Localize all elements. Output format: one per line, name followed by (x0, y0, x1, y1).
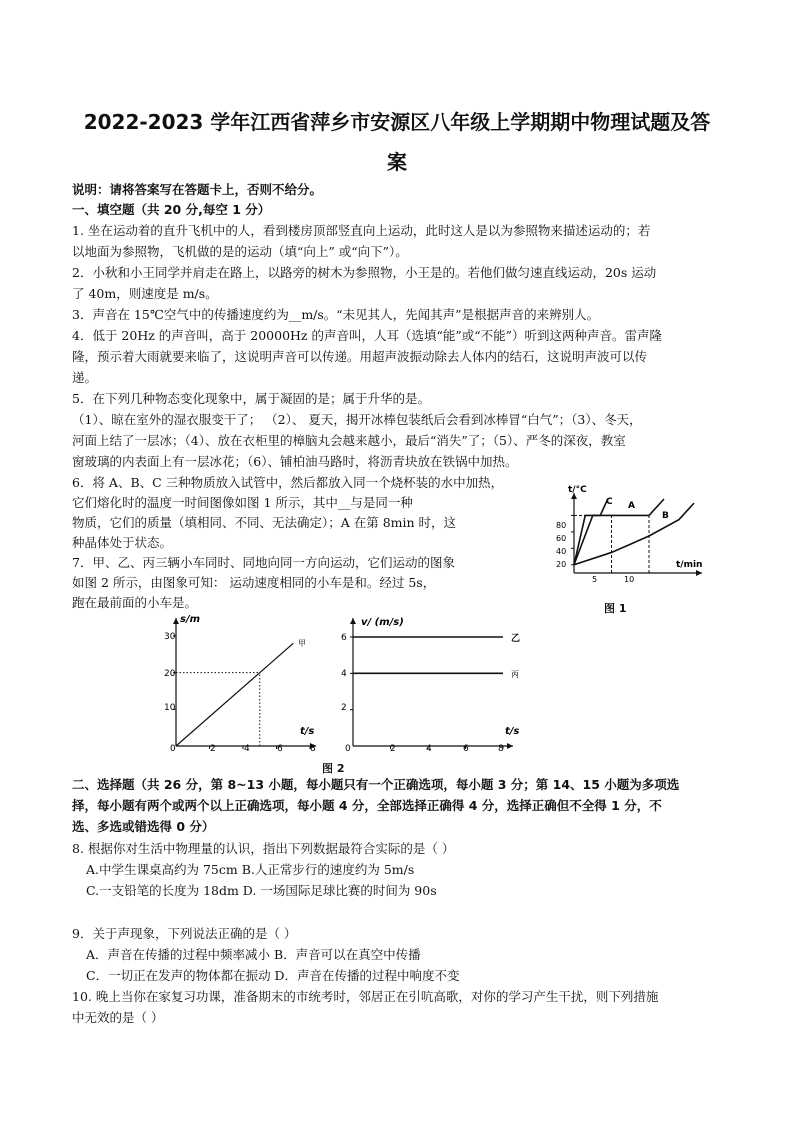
fig2-right-ytick: 4 (341, 669, 347, 679)
fig1-ytick: 40 (556, 547, 567, 556)
exam-title-line1: 2022-2023 学年江西省萍乡市安源区八年级上学期期中物理试题及答 (83, 110, 711, 134)
fig1-series-A (574, 499, 664, 565)
figure-2-left-chart (150, 610, 325, 755)
question-line: 7．甲、乙、丙三辆小车同时、同地向同一方向运动，它们运动的图象 (72, 555, 455, 570)
exam-title-line2: 案 (387, 150, 407, 174)
question-line: 如图 2 所示，由图象可知： 运动速度相同的小车是和。经过 5s， (72, 575, 436, 590)
note-line: 说明：请将答案写在答题卡上，否则不给分。 (72, 182, 323, 197)
question-line: 递。 (72, 370, 98, 385)
question-line: 6．将 A、B、C 三种物质放入试管中，然后都放入同一个烧杯装的水中加热， (72, 475, 504, 490)
fig2-right-ytick: 6 (341, 633, 347, 643)
section2-heading: 选、多选或错选得 0 分） (72, 819, 215, 834)
question-line: 种晶体处于状态。 (72, 535, 173, 550)
fig2-left-xtick: 6 (277, 744, 283, 754)
question-line: 1. 坐在运动着的直升飞机中的人，看到楼房顶部竖直向上运动，此时这人是以为参照物来描述运动的；若 (72, 223, 651, 238)
question-line: 5．在下列几种物态变化现象中，属于凝固的是；属于升华的是。 (72, 391, 430, 406)
question-line: 9．关于声现象，下列说法正确的是（ ） (72, 926, 297, 941)
figure-2-right-chart (335, 610, 525, 755)
fig2l-y-arrow (173, 618, 179, 624)
fig2r-y-arrow (350, 618, 356, 624)
question-line: 4．低于 20Hz 的声音叫，高于 20000Hz 的声音叫，人耳（选填“能”或“不能”）听到这两种声音。雷声隆 (72, 328, 663, 343)
question-line: 10. 晚上当你在家复习功课，准备期末的市统考时，邻居正在引吭高歌，对你的学习产生干扰，则下列措施 (72, 989, 659, 1004)
figure-1-caption: 图 1 (604, 602, 627, 615)
fig2-left-xtick: 4 (244, 744, 250, 754)
question-line: 2．小秋和小王同学并肩走在路上，以路旁的树木为参照物，小王是的。若他们做匀速直线运动，20s 运动 (72, 265, 657, 280)
fig2-left-xtick: 2 (210, 744, 216, 754)
option-line: C．一切正在发声的物体都在振动 D．声音在传播的过程中响度不变 (86, 968, 460, 983)
fig2-right-ylabel: v/ (m/s) (361, 617, 404, 628)
question-line: 3．声音在 15℃空气中的传播速度约为__m/s。“未见其人，先闻其声”是根据声音的来辨别人。 (72, 307, 600, 322)
fig1-xtick: 5 (592, 575, 598, 584)
fig2l-series-jia (176, 643, 293, 746)
section2-heading: 二、选择题（共 26 分，第 8~13 小题，每小题只有一个正确选项，每小题 3 分；第 14、15 小题为多项选 (72, 777, 680, 792)
fig2-left-xtick: 8 (310, 744, 316, 754)
question-line: 物质，它们的质量（填相同、不同、无法确定）；A 在第 8min 时，这 (72, 515, 457, 530)
fig2-left-ytick: 10 (164, 703, 176, 713)
fig1-curve-label-b: B (662, 511, 669, 521)
fig2-right-series-label-bing: 丙 (511, 670, 519, 679)
fig1-series-B (574, 503, 694, 565)
question-line: 隆，预示着大雨就要来临了，这说明声音可以传递。用超声波振动除去人体内的结石，这说明声波可以传 (72, 349, 648, 364)
fig1-ytick: 20 (556, 560, 567, 569)
fig1-x-arrow (696, 570, 702, 576)
fig2-left-ytick: 20 (164, 669, 176, 679)
fig2-left-xlabel: t/s (300, 726, 315, 737)
fig2r-x-arrow (507, 743, 513, 749)
fig1-xtick: 10 (624, 575, 635, 584)
option-line: A．声音在传播的过程中频率减小 B．声音可以在真空中传播 (86, 947, 421, 962)
question-line: 河面上结了一层冰；（4）、放在衣柜里的樟脑丸会越来越小，最后“消失”了；（5）、严冬的深夜，教室 (72, 433, 626, 448)
fig1-curve-label-c: C (606, 497, 613, 507)
fig1-xlabel: t/min (676, 560, 703, 570)
fig2-left-series-label: 甲 (298, 639, 306, 648)
section2-heading: 择，每小题有两个或两个以上正确选项，每小题 4 分，全部选择正确得 4 分，选择正确但不全得 1 分，不 (72, 798, 662, 813)
fig2-right-xtick: 4 (426, 744, 432, 754)
fig2-left-ytick: 30 (164, 632, 176, 642)
figure-2-caption: 图 2 (322, 762, 345, 775)
figure-1-chart (548, 478, 708, 593)
question-line: （1）、晾在室外的湿衣服变干了； （2）、 夏天，揭开冰棒包装纸后会看到冰棒冒“白气”；（3）、冬天， (72, 412, 642, 427)
question-line: 8. 根据你对生活中物理量的认识，指出下列数据最符合实际的是（ ） (72, 841, 455, 856)
section1-heading: 一、填空题（共 20 分,每空 1 分） (72, 202, 271, 217)
fig2-right-xlabel: t/s (505, 726, 520, 737)
fig2-right-series-label-yi: 乙 (511, 634, 521, 644)
fig2-right-xtick: 6 (463, 744, 469, 754)
fig1-curve-label-a: A (628, 501, 635, 511)
question-line: 窗玻璃的内表面上有一层冰花；（6）、铺柏油马路时，将沥青块放在铁锅中加热。 (72, 454, 518, 469)
fig2-right-xtick: 8 (498, 744, 504, 754)
question-line: 它们熔化时的温度一时间图像如图 1 所示，其中__与是同一种 (72, 495, 413, 510)
question-line: 以地面为参照物，飞机做的是的运动（填“向上” 或“向下”）。 (72, 244, 408, 259)
option-line: C.一支铅笔的长度为 18dm D. 一场国际足球比赛的时间为 90s (86, 883, 437, 898)
fig2-left-ylabel: s/m (180, 614, 201, 625)
fig2-left-ytick: 0 (170, 744, 176, 754)
fig2-right-ytick: 0 (345, 744, 351, 754)
fig2-right-xtick: 2 (390, 744, 396, 754)
question-line: 了 40m，则速度是 m/s。 (72, 286, 218, 301)
option-line: A.中学生课桌高约为 75cm B.人正常步行的速度约为 5m/s (86, 862, 415, 877)
question-line: 中无效的是（ ） (72, 1010, 164, 1025)
fig1-ytick: 60 (556, 534, 567, 543)
fig1-ylabel: t/°C (568, 485, 587, 495)
question-line: 跑在最前面的小车是。 (72, 595, 198, 610)
fig2-right-ytick: 2 (341, 703, 347, 713)
fig1-ytick: 80 (556, 521, 567, 530)
